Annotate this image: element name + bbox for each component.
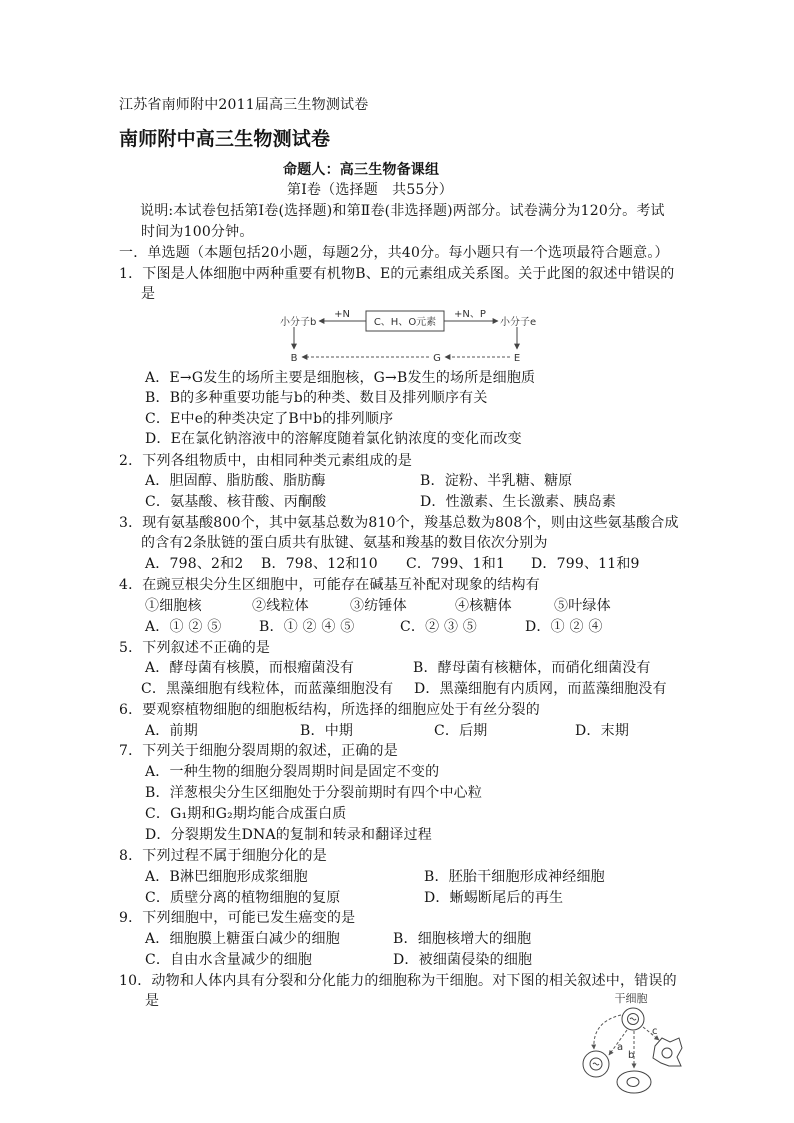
middle-cell (617, 1071, 651, 1093)
q4-stem: 4．在豌豆根尖分生区细胞中，可能存在碱基互补配对现象的结构有 (119, 577, 540, 593)
plus-np-label: +N、P (454, 309, 486, 320)
q4-item-1: ①细胞核 (145, 598, 202, 614)
label-b: b (628, 1050, 635, 1061)
q8-option-c: C．质壁分离的植物细胞的复原 (145, 890, 341, 906)
q6-option-c: C．后期 (434, 723, 488, 739)
q5-option-c: C．黑藻细胞有线粒体，而蓝藻细胞没有 (141, 681, 394, 697)
small-molecule-e-label: 小分子e (500, 317, 537, 328)
q7-option-c: C．G₁期和G₂期均能合成蛋白质 (145, 806, 347, 822)
q3-option-c: C．799、1和1 (406, 556, 506, 572)
doc-header: 江苏省南师附中2011届高三生物测试卷 (119, 97, 369, 113)
q10-stem-cell-diagram (570, 988, 700, 1100)
elements-box-label: C、H、O元素 (373, 317, 437, 328)
big-e-label: E (513, 353, 521, 364)
q5-option-b: B．酵母菌有核糖体，而硝化细菌没有 (413, 660, 651, 676)
q4-item-4: ④核糖体 (455, 598, 512, 614)
q1-option-c: C．E中e的种类决定了B中b的排列顺序 (145, 411, 394, 427)
q4-item-3: ③纺锤体 (350, 598, 407, 614)
part-title: 第Ⅰ卷（选择题 共55分） (287, 182, 453, 198)
q1-option-b: B．B的多种重要功能与b的种类、数目及排列顺序有关 (145, 390, 488, 406)
q2-option-d: D．性激素、生长激素、胰岛素 (420, 494, 617, 510)
right-cell (653, 1038, 682, 1066)
q1-stem-line-2: 是 (141, 286, 156, 302)
q8-option-a: A．B淋巴细胞形成浆细胞 (145, 869, 308, 885)
q2-option-a: A．胆固醇、脂肪酸、脂肪酶 (145, 473, 326, 489)
big-b-label: B (290, 353, 298, 364)
q3-stem-line-1: 3．现有氨基酸800个，其中氨基总数为810个，羧基总数为808个，则由这些氨基酸合成 (119, 515, 679, 531)
q8-stem: 8．下列过程不属于细胞分化的是 (119, 848, 327, 864)
q1-option-a: A．E→G发生的场所主要是细胞核，G→B发生的场所是细胞质 (145, 370, 536, 386)
label-a: a (617, 1042, 624, 1053)
q6-option-a: A．前期 (145, 723, 198, 739)
q9-stem: 9．下列细胞中，可能已发生癌变的是 (119, 910, 356, 926)
q2-option-b: B．淀粉、半乳糖、糖原 (420, 473, 573, 489)
q6-option-d: D．末期 (575, 723, 630, 739)
q10-stem-line-2: 是 (145, 993, 160, 1009)
q6-stem: 6．要观察植物细胞的细胞板结构，所选择的细胞应处于有丝分裂的 (119, 702, 540, 718)
q9-option-c: C．自由水含量减少的细胞 (145, 952, 313, 968)
label-c: c (652, 1026, 658, 1037)
q9-option-b: B．细胞核增大的细胞 (393, 931, 532, 947)
plus-n-label: +N (334, 309, 350, 320)
q7-option-a: A．一种生物的细胞分裂周期时间是固定不变的 (145, 764, 440, 780)
q3-stem-line-2: 的含有2条肽链的蛋白质共有肽键、氨基和羧基的数目依次分别为 (141, 535, 548, 551)
q3-option-d: D．799、11和9 (531, 556, 640, 572)
q6-option-b: B．中期 (300, 723, 354, 739)
q4-item-2: ②线粒体 (252, 598, 309, 614)
q2-option-c: C．氨基酸、核苷酸、丙酮酸 (145, 494, 327, 510)
q5-option-a: A．酵母菌有核膜，而根瘤菌没有 (145, 660, 355, 676)
q4-option-c: C．② ③ ⑤ (400, 619, 478, 635)
q9-option-d: D．被细菌侵染的细胞 (393, 952, 533, 968)
q4-option-b: B．① ② ④ ⑤ (259, 619, 355, 635)
big-g-label: G (433, 353, 441, 364)
q4-item-5: ⑤叶绿体 (554, 598, 611, 614)
q7-stem: 7．下列关于细胞分裂周期的叙述，正确的是 (119, 743, 398, 759)
doc-author: 命题人：高三生物备课组 (283, 162, 440, 178)
q4-option-a: A．① ② ⑤ (145, 619, 222, 635)
instructions-line-1: 说明:本试卷包括第Ⅰ卷(选择题)和第Ⅱ卷(非选择题)两部分。试卷满分为120分。考试 (140, 203, 665, 219)
q7-option-b: B．洋葱根尖分生区细胞处于分裂前期时有四个中心粒 (145, 785, 483, 801)
q8-option-d: D．蜥蜴断尾后的再生 (424, 890, 564, 906)
q3-option-b: B．798、12和10 (261, 556, 378, 572)
q1-stem-line-1: 1．下图是人体细胞中两种重要有机物B、E的元素组成关系图。关于此图的叙述中错误的 (119, 266, 675, 282)
q1-option-d: D．E在氯化钠溶液中的溶解度随着氯化钠浓度的变化而改变 (145, 431, 522, 447)
q1-diagram (270, 300, 550, 370)
section-title: 一．单选题（本题包括20小题，每题2分，共40分。每小题只有一个选项最符合题意。） (119, 245, 669, 261)
q2-stem: 2．下列各组物质中，由相同种类元素组成的是 (119, 453, 413, 469)
q7-option-d: D．分裂期发生DNA的复制和转录和翻译过程 (145, 827, 433, 843)
stem-cell-label: 干细胞 (614, 992, 648, 1005)
q10-stem-line-1: 10．动物和人体内具有分裂和分化能力的细胞称为干细胞。对下图的相关叙述中，错误的 (119, 973, 677, 989)
q8-option-b: B．胚胎干细胞形成神经细胞 (424, 869, 605, 885)
q3-option-a: A．798、2和2 (145, 556, 244, 572)
q4-option-d: D．① ② ④ (525, 619, 603, 635)
small-molecule-b-label: 小分子b (280, 317, 317, 328)
q5-option-d: D．黑藻细胞有内质网，而蓝藻细胞没有 (414, 681, 667, 697)
doc-title: 南师附中高三生物测试卷 (119, 128, 331, 150)
q9-option-a: A．细胞膜上糖蛋白减少的细胞 (145, 931, 340, 947)
q5-stem: 5．下列叙述不正确的是 (119, 640, 271, 656)
instructions-line-2: 时间为100分钟。 (141, 224, 254, 240)
